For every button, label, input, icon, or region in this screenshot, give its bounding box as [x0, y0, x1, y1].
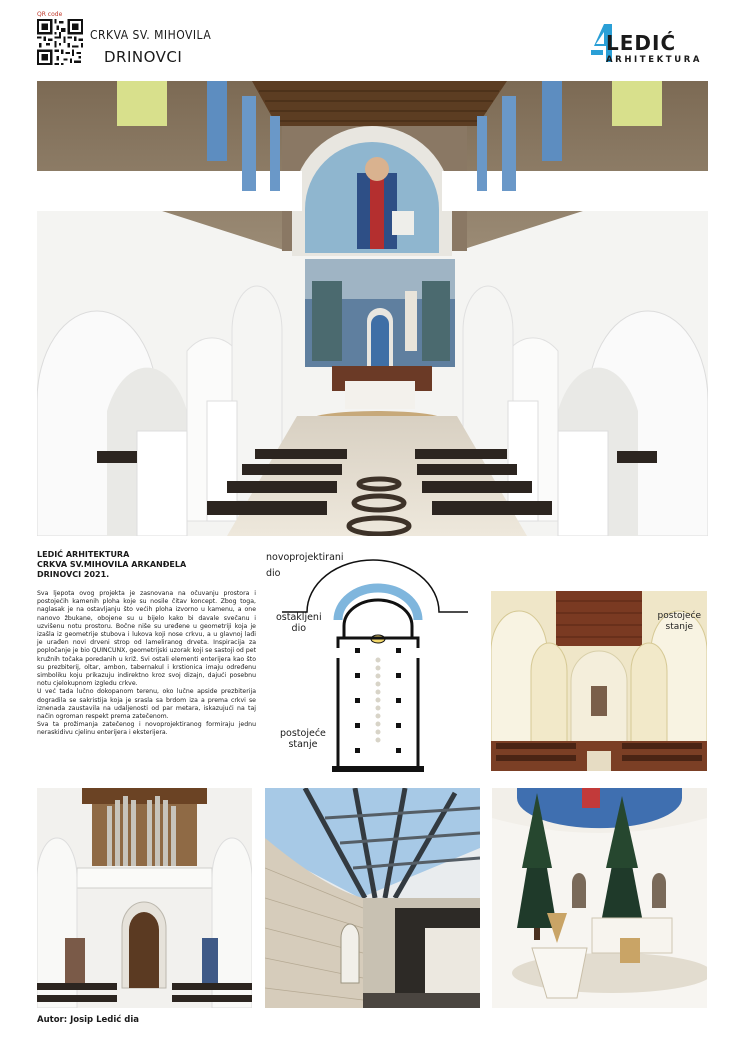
article-heading-firm: LEDIĆ ARHITEKTURA: [37, 550, 130, 559]
glazed-corridor-photo: [265, 788, 480, 1008]
article-paragraph: Sva ta prožimanja zatečenog i novoprojektiranog formiraju jednu neraskidivu cjelinu enterijera i eksterijera.: [37, 721, 256, 737]
qr-code-image: [37, 19, 83, 65]
floor-plan-diagram: [262, 548, 484, 778]
organ-loft-photo: [37, 788, 252, 1008]
article-heading: [37, 550, 186, 580]
qr-label: QR code: [37, 11, 63, 18]
hero-interior-photo: [37, 81, 708, 536]
existing-state-photo: [491, 591, 707, 771]
article-heading-place-year: DRINOVCI 2021.: [37, 570, 110, 579]
article-paragraph: U već tada lučno dokopanom terenu, oko lučne apside prezbiterija dogradila se sakristija koja je srasla sa brdom iza a prema crkvi se iznenada zaustavila na udaljenosti od par metara, iskazujući na taj način ogroman respekt prema zatečenom.: [37, 688, 256, 721]
header-place-name: DRINOVCI: [104, 48, 183, 66]
article-paragraph: Sva ljepota ovog projekta je zasnovana na očuvanju prostora i postojećih kamenih ploha koje su nosile čitav koncept. Zbog toga, naglasak je na ostavljanju što većih ploha izvorno u kamenu, a one nanovo žbukane, obojene su u bijelo kako bi davale svečanu i uzvišenu notu prostoru. Bočne niše su uređene u geometriji koja je izašla iz geometrije stubova i lukova koji nose crkvu, a u glavnoj lađi je urađen novi drveni strop od lameliranog drveta. Inspiracija za popločanje je bio QUINCUNX, geometrijski uzorak koji se sastoji od pet kružnih točaka poredanih u križ. Svi ostali elementi enterijera kao što su prezbiterij, oltar, ambon, tabernakul i krstionica imaju određenu simboliku koju prikazuju indirektno kroz svoj dizajn, dajući posebnu notu cjelokupnom izgledu crkve.: [37, 590, 256, 688]
sanctuary-altar-photo: [492, 788, 707, 1008]
author-credit: Autor: Josip Ledić dia: [37, 1015, 140, 1025]
plan-label-new-part: novoprojektirani dio: [266, 552, 344, 579]
plan-label-glazed-part: ostakljeni dio: [276, 612, 322, 634]
logo-name: LEDIĆ: [606, 31, 677, 55]
article-body: [37, 590, 256, 738]
header-church-name: CRKVA SV. MIHOVILA: [90, 28, 212, 42]
article-heading-church: CRKVA SV.MIHOVILA ARKANĐELA: [37, 560, 187, 569]
plan-label-existing: postojeće stanje: [280, 728, 326, 750]
logo-subtitle: ARHITEKTURA: [606, 55, 703, 65]
existing-state-label: postojeće stanje: [657, 611, 701, 632]
